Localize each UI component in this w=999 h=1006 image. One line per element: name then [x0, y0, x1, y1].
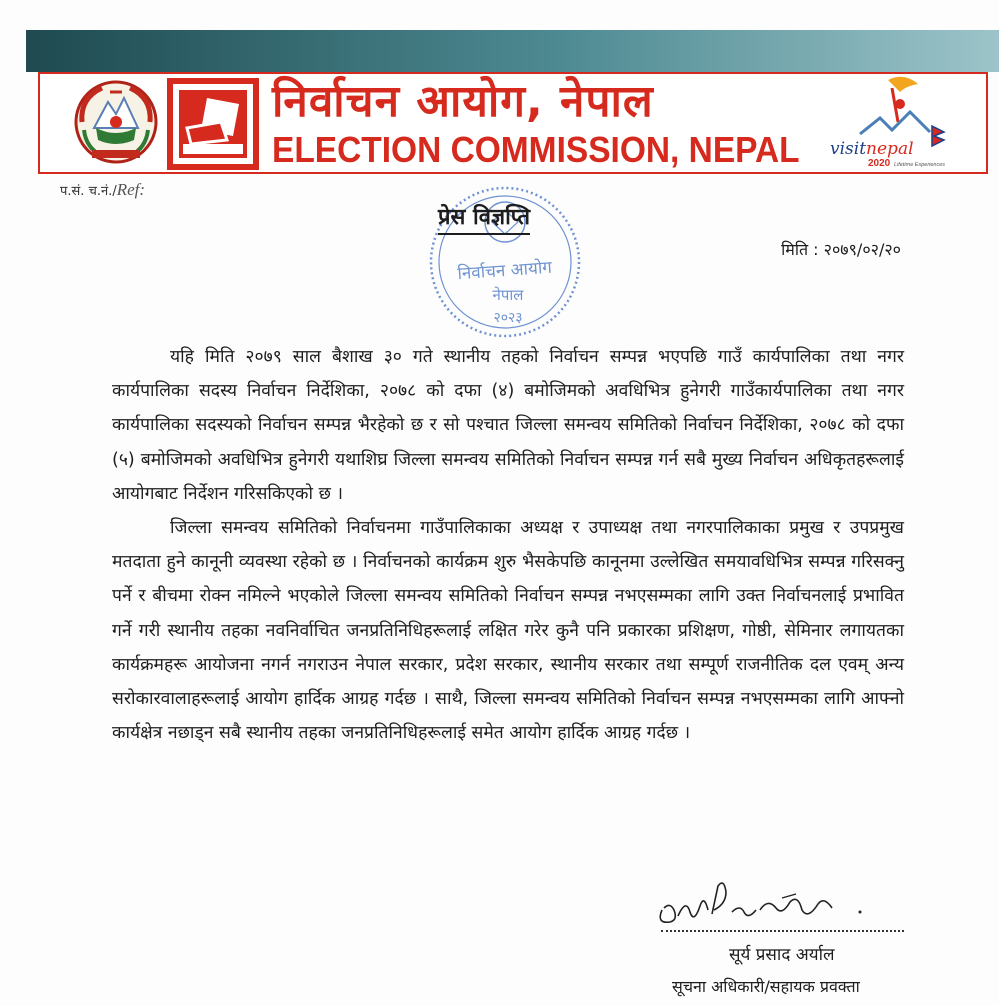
stamp-line-2: नेपाल [492, 286, 524, 304]
reference-number [60, 180, 145, 200]
body-paragraph-2: जिल्ला समन्वय समितिको निर्वाचनमा गाउँपालिकाका अध्यक्ष र उपाध्यक्ष तथा नगरपालिकाका प्रमुख र उपप्रमुख मतदाता हुने कानूनी व्यवस्था रहेको छ । निर्वाचनको कार्यक्रम शुरु भैसकेपछि कानूनमा उल्लेखित समयावधिभित्र सम्पन्न गरिसक्नु पर्ने र बीचमा रोक्न नमिल्ने भएकोले जिल्ला समन्वय समितिको निर्वाचन सम्पन्न नभएसम्मका लागि उक्त निर्वाचनलाई प्रभावित गर्ने गरी स्थानीय तहका नवनिर्वाचित जनप्रतिनिधिहरूलाई लक्षित गरेर कुनै पनि प्रकारका प्रशिक्षण, गोष्ठी, सेमिनार लगायतका कार्यक्रमहरू आयोजना नगर्न नगराउन नेपाल सरकार, प्रदेश सरकार, स्थानीय सरकार तथा सम्पूर्ण राजनीतिक दल एवम् अन्य सरोकारवालाहरूलाई आयोग हार्दिक आग्रह गर्दछ । साथै, जिल्ला समन्वय समितिको निर्वाचन सम्पन्न नभएसम्मका लागि आफ्नो कार्यक्षेत्र नछाड्न सबै स्थानीय तहका जनप्रतिनिधिहरूलाई समेत आयोग हार्दिक आग्रह गर्दछ । [112, 518, 904, 744]
date-value: २०७९/०२/२० [823, 240, 901, 259]
signatory-name: सूर्य प्रसाद अर्याल [729, 945, 835, 965]
commission-title-english: ELECTION COMMISSION, NEPAL [272, 129, 800, 170]
stamp-line-3: २०२३ [493, 310, 523, 326]
signatory-title: सूचना अधिकारी/सहायक प्रवक्ता [672, 977, 860, 996]
visit-nepal-year: 2020 [868, 158, 891, 169]
press-release-body [112, 340, 904, 750]
ref-label-nepali: प.सं. च.नं. [60, 184, 113, 199]
ref-separator: / [112, 184, 117, 199]
ref-label-english: Ref: [116, 180, 146, 199]
letterhead-header [38, 72, 988, 174]
stamp-line-1: निर्वाचन आयोग [456, 257, 553, 285]
visit-nepal-tagline: Lifetime Experiences [894, 162, 946, 168]
handwritten-signature [652, 880, 882, 932]
ballot-box-logo-icon [167, 78, 259, 170]
signature-line [661, 930, 904, 932]
visit-nepal-text: visitnepal [830, 139, 914, 159]
header-top-bar [26, 30, 999, 72]
nepal-emblem-icon [72, 78, 160, 166]
date-label: मिति : [781, 240, 819, 259]
body-paragraph-1: यहि मिति २०७९ साल बैशाख ३० गते स्थानीय तहको निर्वाचन सम्पन्न भएपछि गाउँ कार्यपालिका तथा नगर कार्यपालिका सदस्य निर्वाचन निर्देशिका, २०७८ को दफा (४) बमोजिमको अवधिभित्र हुनेगरी गाउँकार्यपालिका तथा नगर कार्यपालिका सदस्यको निर्वाचन सम्पन्न भैरहेको छ र सो पश्चात जिल्ला समन्वय समितिको निर्वाचन निर्देशिका, २०७८ को दफा (५) बमोजिमको अवधिभित्र हुनेगरी यथाशिघ्र जिल्ला समन्वय समितिको निर्वाचन सम्पन्न गर्न सबै मुख्य निर्वाचन अधिकृतहरूलाई आयोगबाट निर्देशन गरिसकिएको छ । [112, 347, 904, 504]
release-date [781, 238, 901, 260]
commission-title-nepali: निर्वाचन आयोग, नेपाल [272, 76, 654, 127]
visit-nepal-logo [830, 74, 950, 172]
press-release-title: प्रेस विज्ञप्ति [438, 204, 530, 235]
